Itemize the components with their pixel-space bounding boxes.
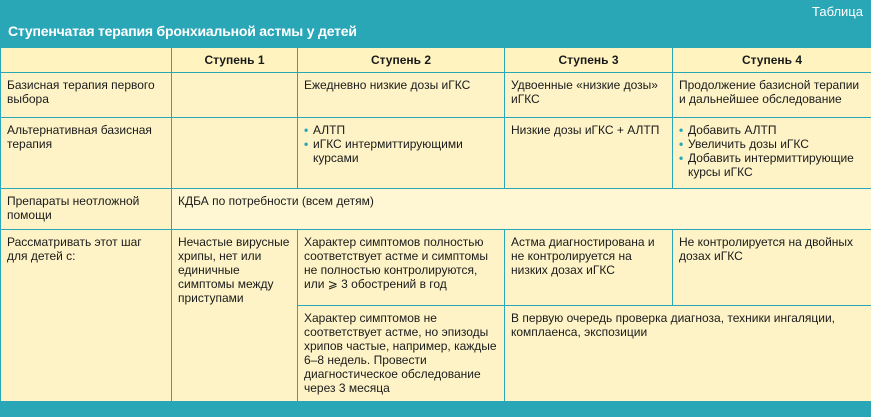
therapy-table bbox=[0, 47, 871, 402]
alternative-step-1 bbox=[172, 118, 298, 189]
emergency-value: КДБА по потребности (всем детям) bbox=[172, 189, 871, 230]
row-basic bbox=[1, 73, 871, 118]
list-item: • Добавить АЛТП bbox=[679, 123, 865, 137]
consider-step-3a: Астма диагностирована и не контролируется на низких дозах иГКС bbox=[505, 230, 673, 306]
consider-step-34b: В первую очередь проверка диагноза, техники ингаляции, комплаенса, экспозиции bbox=[505, 306, 871, 402]
list-item: • Увеличить дозы иГКС bbox=[679, 137, 865, 151]
row-emergency bbox=[1, 189, 871, 230]
row-alternative bbox=[1, 118, 871, 189]
basic-step-2: Ежедневно низкие дозы иГКС bbox=[298, 73, 505, 118]
row-label-basic: Базисная терапия первого выбора bbox=[1, 73, 172, 118]
table-title: Ступенчатая терапия бронхиальной астмы у детей bbox=[8, 23, 357, 39]
consider-step-2b: Характер симптомов не соответствует астме, но эпизоды хрипов частые, например, каждые 6–8 недель. Провести диагностическое обследование через 3 месяца bbox=[298, 306, 505, 402]
table-label: Таблица bbox=[812, 4, 863, 19]
row-consider-a bbox=[1, 230, 871, 306]
list-item: • АЛТП bbox=[304, 123, 498, 137]
row-label-emergency: Препараты неотложной помощи bbox=[1, 189, 172, 230]
list-item: • Добавить интермиттирующие курсы иГКС bbox=[679, 151, 865, 179]
basic-step-1 bbox=[172, 73, 298, 118]
basic-step-4: Продолжение базисной терапии и дальнейшее обследование bbox=[673, 73, 871, 118]
row-label-alternative: Альтернативная базисная терапия bbox=[1, 118, 172, 189]
consider-step-2a: Характер симптомов полностью соответствует астме и симптомы не полностью контролируются, или ⩾ 3 обострений в год bbox=[298, 230, 505, 306]
alternative-step-2-list bbox=[304, 123, 498, 165]
row-label-consider: Рассматривать этот шаг для детей с: bbox=[1, 230, 172, 402]
header-empty bbox=[1, 48, 172, 73]
header-step-3: Ступень 3 bbox=[505, 48, 673, 73]
alternative-step-4-list bbox=[679, 123, 865, 179]
list-item: • иГКС интермиттирующими курсами bbox=[304, 137, 498, 165]
alternative-step-2 bbox=[298, 118, 505, 189]
alternative-step-3: Низкие дозы иГКС + АЛТП bbox=[505, 118, 673, 189]
header-step-4: Ступень 4 bbox=[673, 48, 871, 73]
basic-step-3: Удвоенные «низкие дозы» иГКС bbox=[505, 73, 673, 118]
consider-step-1: Нечастые вирусные хрипы, нет или единичные симптомы между приступами bbox=[172, 230, 298, 402]
alternative-step-4 bbox=[673, 118, 871, 189]
header-row bbox=[1, 48, 871, 73]
consider-step-4a: Не контролируется на двойных дозах иГКС bbox=[673, 230, 871, 306]
header-step-2: Ступень 2 bbox=[298, 48, 505, 73]
header-step-1: Ступень 1 bbox=[172, 48, 298, 73]
